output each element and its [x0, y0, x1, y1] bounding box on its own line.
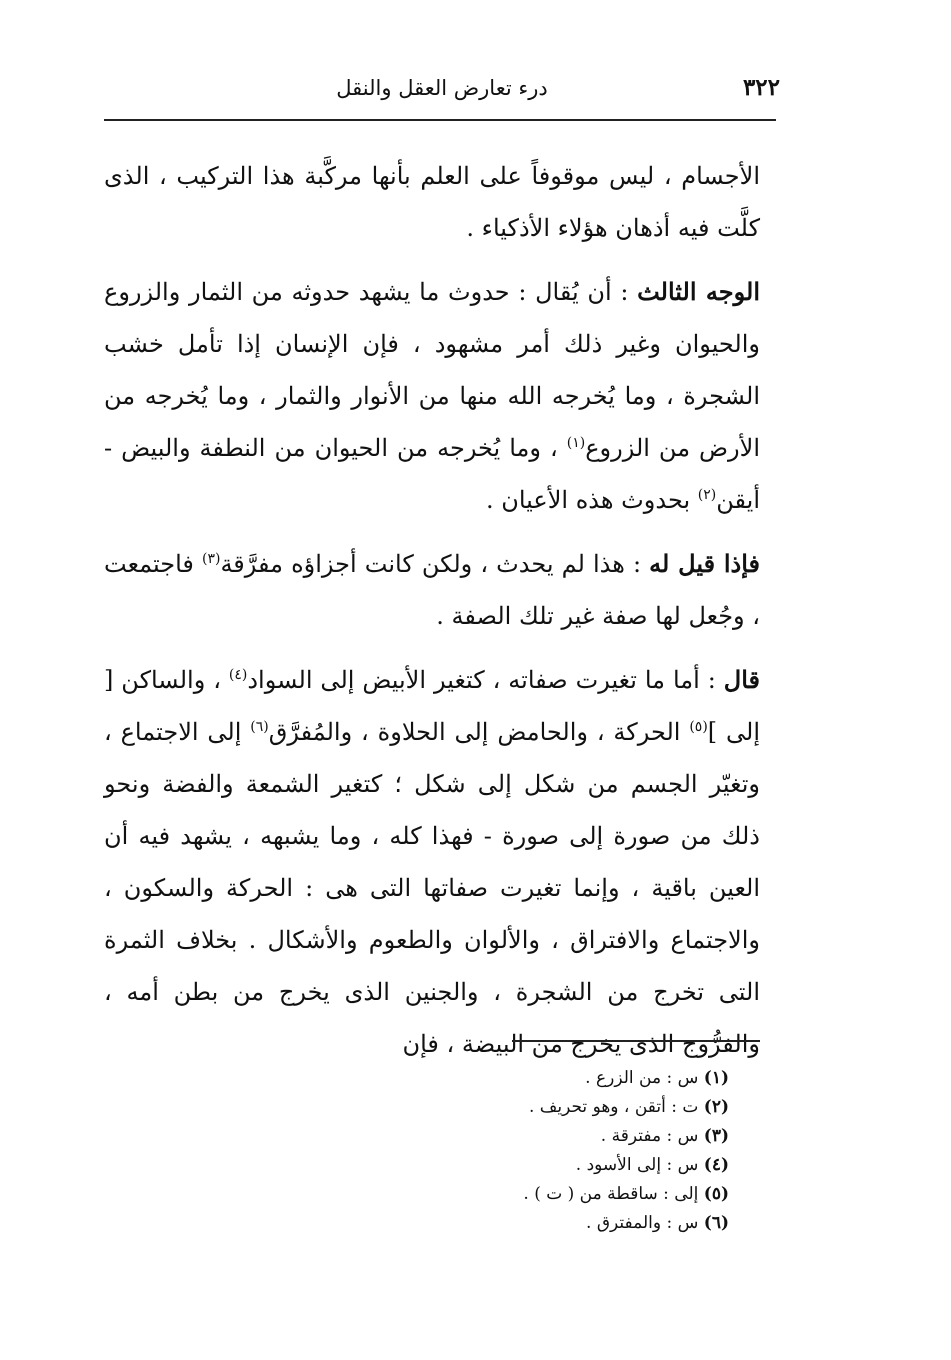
- footnote-item: [309, 1093, 729, 1122]
- paragraph-lead: قال: [723, 665, 760, 694]
- paragraph-lead: فإذا قيل له: [649, 549, 760, 578]
- footnote-item: [309, 1209, 729, 1238]
- page-header: [104, 72, 780, 108]
- paragraph-text: إلى الاجتماع ، وتغيّر الجسم من شكل إلى شكل ؛ كتغير الشمعة والفضة ونحو ذلك من صورة إلى صورة - فهذا كله ، وما يشبهه ، يشهد فيه أن العين باقية ، وإنما تغيرت صفاتها التى هى : الحركة والسكون ، والاجتماع والافتراق ، والألوان والطعوم والأشكال . بخلاف الثمرة التى تخرج من الشجرة ، والجنين الذى يخرج من بطن أمه ، والفرُّوج الذى يخرج من البيضة ، فإن: [104, 718, 760, 1058]
- paragraph-2: [104, 266, 760, 526]
- footnote-text: س : مفترقة .: [600, 1126, 699, 1146]
- paragraph-text: الأجسام ، ليس موقوفاً على العلم بأنها مركَّبة هذا التركيب ، الذى كلَّت فيه أذهان هؤلاء الأذكياء .: [104, 162, 760, 242]
- paragraph-text: ، والساكن [ إلى ]: [104, 666, 760, 746]
- paragraph-lead: الوجه الثالث: [637, 277, 760, 306]
- page-number: ٣٢٢: [742, 74, 780, 101]
- main-text: [104, 150, 760, 1082]
- paragraph-text: فاجتمعت ، وجُعل لها صفة غير تلك الصفة .: [104, 550, 760, 630]
- footnote-ref: (٥): [689, 719, 708, 735]
- running-title: درء تعارض العقل والنقل: [336, 76, 548, 100]
- footnote-ref: (٣): [201, 551, 221, 567]
- paragraph-4: [104, 654, 760, 1070]
- footnote-item: [309, 1064, 729, 1093]
- footnote-ref: (٤): [228, 667, 248, 683]
- footnote-number: (٣): [703, 1126, 729, 1146]
- footnote-text: س : إلى الأسود .: [575, 1155, 699, 1175]
- footnote-number: (٦): [703, 1213, 729, 1233]
- footnote-text: س : من الزرع .: [585, 1068, 699, 1088]
- paragraph-text: الحركة ، والحامض إلى الحلاوة ، والمُفرَّق: [268, 718, 690, 746]
- footnote-item: [309, 1122, 729, 1151]
- footnote-ref: (١): [566, 435, 586, 451]
- footnote-ref: (٦): [250, 719, 269, 735]
- footnote-item: [309, 1151, 729, 1180]
- footnote-rule: [512, 1040, 760, 1042]
- footnote-text: إلى : ساقطة من ( ت ) .: [523, 1184, 699, 1204]
- paragraph-text: : أما ما تغيرت صفاته ، كتغير الأبيض إلى السواد: [247, 666, 724, 694]
- paragraph-text: ، وما يُخرجه من الحيوان من النطفة والبيض - أيقن: [104, 434, 760, 514]
- paragraph-text: بحدوث هذه الأعيان .: [485, 486, 698, 514]
- footnote-number: (٤): [703, 1155, 729, 1175]
- paragraph-text: : هذا لم يحدث ، ولكن كانت أجزاؤه مفرَّقة: [220, 550, 650, 578]
- footnote-number: (١): [703, 1068, 729, 1088]
- footnotes: [309, 1064, 729, 1238]
- paragraph-1: [104, 150, 760, 254]
- header-rule: [104, 119, 776, 121]
- footnote-text: ت : أتقن ، وهو تحريف .: [528, 1097, 699, 1117]
- footnote-ref: (٢): [697, 487, 717, 503]
- footnote-number: (٥): [703, 1184, 729, 1204]
- paragraph-3: [104, 538, 760, 642]
- footnote-text: س : والمفترق .: [586, 1213, 699, 1233]
- paragraph-text: : أن يُقال : حدوث ما يشهد حدوثه من الثمار والزروع والحيوان وغير ذلك أمر مشهود ، فإن الإنسان إذا تأمل خشب الشجرة ، وما يُخرجه الله منها من الأنوار والثمار ، وما يُخرجه من الأرض من الزروع: [104, 278, 761, 462]
- footnote-item: [309, 1180, 729, 1209]
- footnote-number: (٢): [703, 1097, 729, 1117]
